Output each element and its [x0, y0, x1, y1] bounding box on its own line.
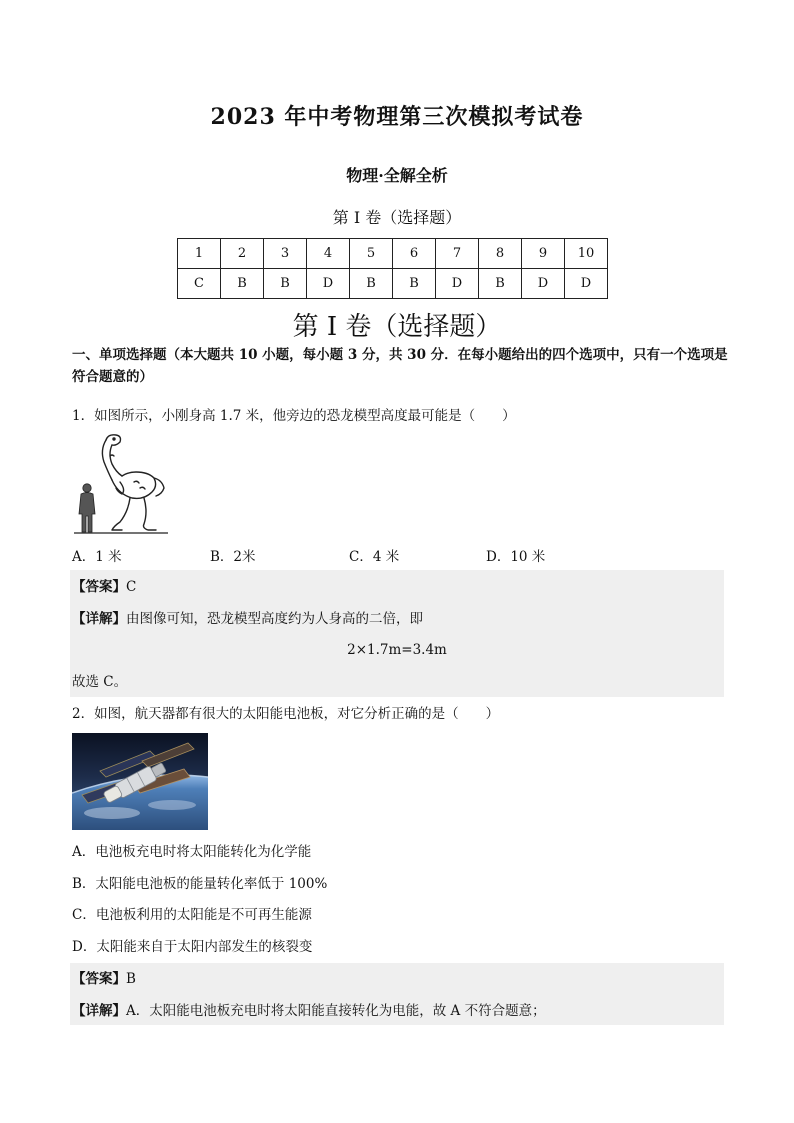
question-2-answer [72, 969, 136, 989]
question-2-option-c: C．电池板利用的太阳能是不可再生能源 [72, 907, 312, 923]
section-heading-small: 第 I 卷（选择题） [332, 208, 462, 227]
question-1-option-b: B．2米 [210, 549, 256, 565]
question-1-stem: 1．如图所示，小刚身高 1.7 米，他旁边的恐龙模型高度最可能是（ ） [72, 408, 516, 424]
question-2-detail [72, 1001, 546, 1021]
answer-table-number: 2 [221, 239, 264, 269]
question-1-conclusion: 故选 C。 [72, 674, 128, 690]
document-title: 2023 年中考物理第三次模拟考试卷 [210, 104, 584, 130]
answer-table-answer: B [350, 269, 393, 299]
question-1-option-d: D．10 米 [486, 549, 546, 565]
answer-label: 【答案】 [72, 971, 126, 987]
question-2-stem: 2．如图，航天器都有很大的太阳能电池板，对它分析正确的是（ ） [72, 706, 500, 722]
answer-table-answer-row [178, 269, 608, 299]
question-1-option-a: A．1 米 [72, 549, 122, 565]
answer-table-number: 9 [522, 239, 565, 269]
question-2-option-a: A．电池板充电时将太阳能转化为化学能 [72, 844, 312, 860]
answer-table-answer: D [436, 269, 479, 299]
answer-table-number: 10 [565, 239, 608, 269]
document-subtitle: 物理·全解全析 [346, 166, 448, 185]
answer-table-answer: D [307, 269, 350, 299]
answer-table-answer: D [522, 269, 565, 299]
detail-text: 由图像可知，恐龙模型高度约为人身高的二倍，即 [126, 611, 423, 627]
detail-label: 【详解】 [72, 1003, 126, 1019]
answer-table-answer: B [221, 269, 264, 299]
section-intro: 一、单项选择题（本大题共 10 小题，每小题 3 分，共 30 分．在每小题给出的四个选项中，只有一个选项是符合题意的） [72, 347, 728, 385]
answer-value: C [126, 579, 137, 595]
answer-label: 【答案】 [72, 579, 126, 595]
question-1-detail [72, 609, 423, 629]
answer-table-answer: B [264, 269, 307, 299]
answer-table-answer: D [565, 269, 608, 299]
answer-table-answer: B [479, 269, 522, 299]
question-1-option-c: C．4 米 [349, 549, 400, 565]
answer-table-answer: C [178, 269, 221, 299]
question-2-option-b: B．太阳能电池板的能量转化率低于 100% [72, 876, 328, 892]
question-1-formula: 2×1.7m=3.4m [347, 642, 447, 658]
question-1-answer [72, 577, 136, 597]
answer-table-answer: B [393, 269, 436, 299]
space-station-photo [72, 733, 208, 830]
question-2-option-d: D．太阳能来自于太阳内部发生的核裂变 [72, 939, 313, 955]
answer-table-number: 7 [436, 239, 479, 269]
question-1-solution-panel [70, 570, 724, 697]
dinosaur-and-boy-figure [74, 432, 170, 536]
detail-label: 【详解】 [72, 611, 126, 627]
answer-table [177, 238, 608, 299]
answer-table-number: 4 [307, 239, 350, 269]
detail-text: A．太阳能电池板充电时将太阳能直接转化为电能，故 A 不符合题意； [126, 1003, 546, 1019]
answer-table-number: 1 [178, 239, 221, 269]
answer-table-number: 5 [350, 239, 393, 269]
answer-table-number: 6 [393, 239, 436, 269]
answer-value: B [126, 971, 136, 987]
answer-table-number: 8 [479, 239, 522, 269]
answer-table-number-row [178, 239, 608, 269]
section-heading-large: 第 I 卷（选择题） [292, 312, 502, 342]
answer-table-number: 3 [264, 239, 307, 269]
